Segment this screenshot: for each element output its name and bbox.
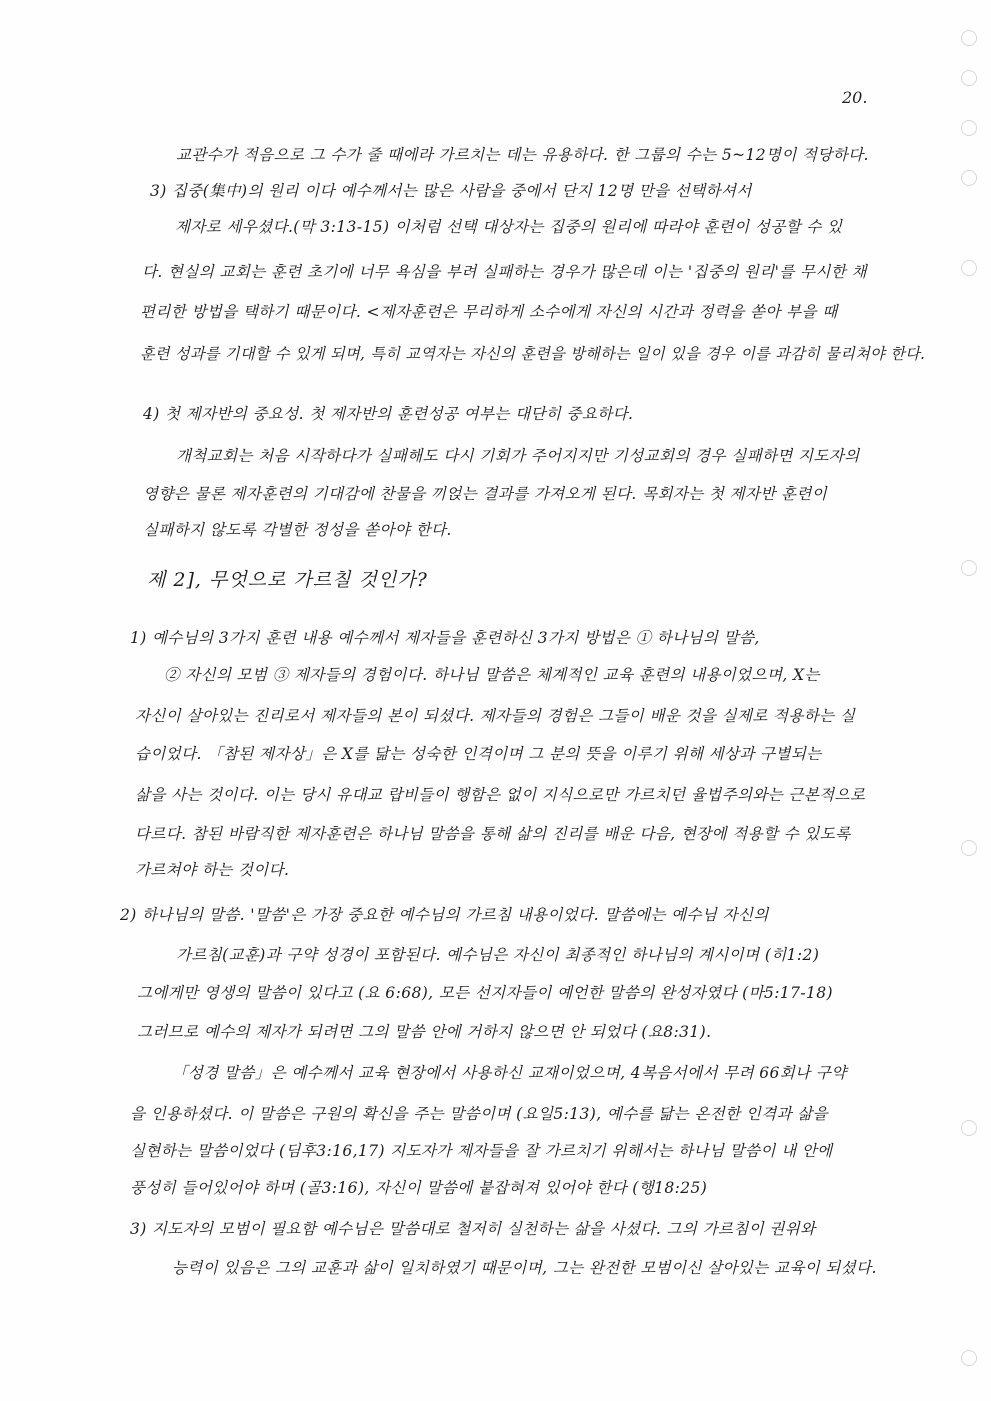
section-heading: 제 2], 무엇으로 가르칠 것인가? [147,569,428,591]
text-line: 1) 예수님의 3가지 훈련 내용 예수께서 제자들을 훈련하신 3가지 방법은 ① 하나님의 말씀, [130,629,760,647]
text-line: 그러므로 예수의 제자가 되려면 그의 말씀 안에 거하지 않으면 안 되었다 (요8:31). [137,1023,712,1041]
text-line: 제자로 세우셨다.(막 3:13-15) 이처럼 선택 대상자는 집중의 원리에 따라야 훈련이 성공할 수 있 [175,218,843,236]
text-line: 습이었다. 「참된 제자상」은 X를 닮는 성숙한 인격이며 그 분의 뜻을 이루기 위해 세상과 구별되는 [135,745,822,763]
text-line: 삶을 사는 것이다. 이는 당시 유대교 랍비들이 행함은 없이 지식으로만 가르치던 율법주의와는 근본적으로 [135,786,866,804]
text-line: 을 인용하셨다. 이 말씀은 구원의 확신을 주는 말씀이며 (요일5:13), 예수를 닮는 온전한 인격과 삶을 [130,1105,829,1123]
binder-hole-icon [961,170,977,186]
text-line: 영향은 물론 제자훈련의 기대감에 찬물을 끼얹는 결과를 가져오게 된다. 목회자는 첫 제자반 훈련이 [143,485,828,503]
binder-hole-icon [961,1120,977,1136]
binder-hole-icon [961,560,977,576]
binder-hole-icon [961,260,977,276]
text-line: 3) 지도자의 모범이 필요함 예수님은 말씀대로 철저히 실천하는 삶을 사셨다. 그의 가르침이 권위와 [130,1220,816,1238]
text-line: 편리한 방법을 택하기 때문이다. <제자훈련은 무리하게 소수에게 자신의 시간과 정력을 쏟아 부을 때 [140,303,838,321]
text-line: 교관수가 적음으로 그 수가 줄 때에라 가르치는 데는 유용하다. 한 그룹의 수는 5~12명이 적당하다. [176,146,869,164]
text-line: ② 자신의 모범 ③ 제자들의 경험이다. 하나님 말씀은 체계적인 교육 훈련의 내용이었으며, X는 [164,666,820,684]
binder-hole-icon [961,1350,977,1366]
text-line: 가르쳐야 하는 것이다. [135,861,290,879]
text-line: 다. 현실의 교회는 훈련 초기에 너무 욕심을 부려 실패하는 경우가 많은데 이는 '집중의 원리'를 무시한 채 [142,263,867,281]
text-line: 그에게만 영생의 말씀이 있다고 (요 6:68), 모든 선지자들이 예언한 말씀의 완성자였다 (마5:17-18) [137,984,833,1002]
binder-hole-icon [961,120,977,136]
text-line: 2) 하나님의 말씀. '말씀'은 가장 중요한 예수님의 가르침 내용이었다. 말씀에는 예수님 자신의 [120,906,769,924]
text-line: 3) 집중(集中)의 원리 이다 예수께서는 많은 사람을 중에서 단지 12명 만을 선택하셔서 [150,182,752,200]
text-line: 다르다. 참된 바람직한 제자훈련은 하나님 말씀을 통해 삶의 진리를 배운 다음, 현장에 적용할 수 있도록 [135,825,851,843]
text-line: 개척교회는 처음 시작하다가 실패해도 다시 기회가 주어지지만 기성교회의 경우 실패하면 지도자의 [176,447,860,465]
page-number: 20. [842,88,868,107]
text-line: 능력이 있음은 그의 교훈과 삶이 일치하였기 때문이며, 그는 완전한 모범이신 살아있는 교육이 되셨다. [172,1259,877,1277]
text-line: 「성경 말씀」은 예수께서 교육 현장에서 사용하신 교재이었으며, 4복음서에서 무려 66회나 구약 [172,1064,847,1082]
text-line: 훈련 성과를 기대할 수 있게 되며, 특히 교역자는 자신의 훈련을 방해하는 일이 있을 경우 이를 과감히 물리쳐야 한다. [140,345,926,363]
text-line: 실현하는 말씀이었다 (딤후3:16,17) 지도자가 제자들을 잘 가르치기 위해서는 하나님 말씀이 내 안에 [130,1142,833,1160]
binder-hole-icon [961,70,977,86]
text-line: 풍성히 들어있어야 하며 (골3:16), 자신이 말씀에 붙잡혀져 있어야 한다 (행18:25) [130,1179,708,1197]
text-line: 4) 첫 제자반의 중요성. 첫 제자반의 훈련성공 여부는 대단히 중요하다. [143,405,634,423]
binder-holes [955,20,985,1380]
text-line: 가르침(교훈)과 구약 성경이 포함된다. 예수님은 자신이 최종적인 하나님의 계시이며 (히1:2) [176,946,820,964]
binder-hole-icon [961,840,977,856]
binder-hole-icon [961,30,977,46]
text-line: 자신이 살아있는 진리로서 제자들의 본이 되셨다. 제자들의 경험은 그들이 배운 것을 실제로 적용하는 실 [135,707,856,725]
text-line: 실패하지 않도록 각별한 정성을 쏟아야 한다. [143,521,452,539]
